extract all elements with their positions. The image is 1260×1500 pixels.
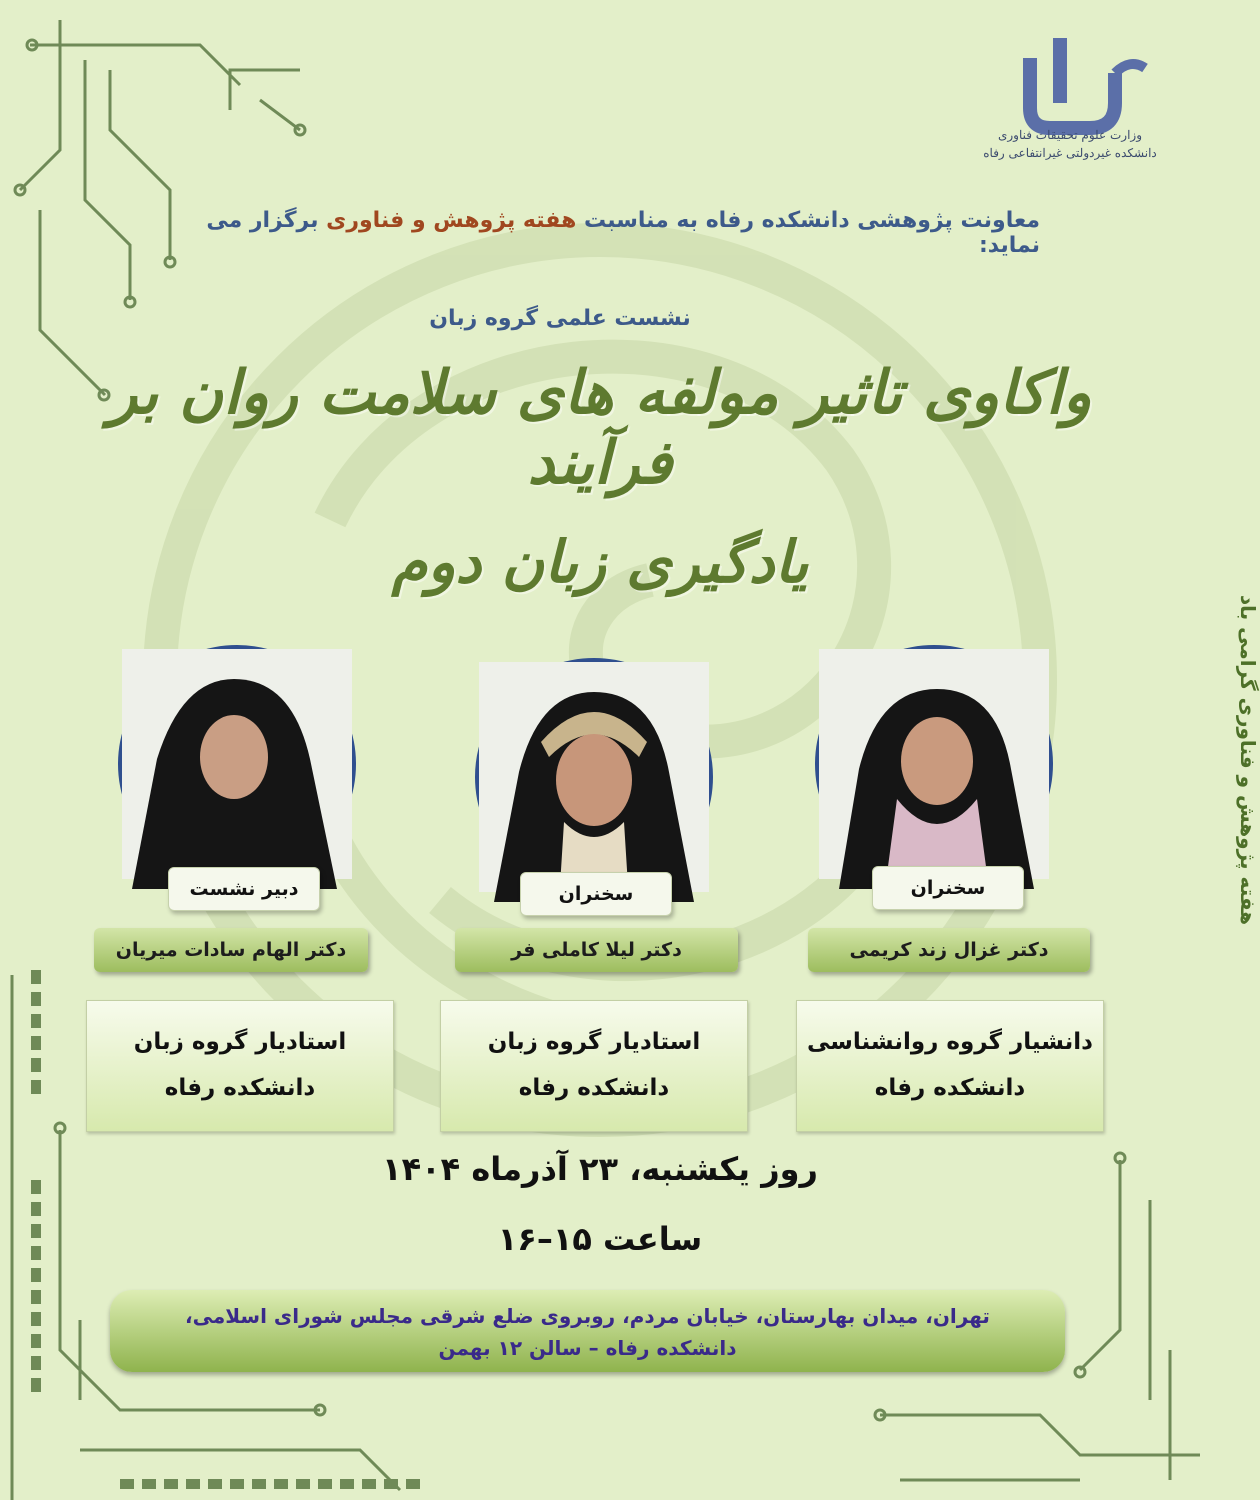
speaker-affiliation-center: دانشکده رفاه bbox=[518, 1075, 670, 1101]
session-subtitle: نشست علمی گروه زبان bbox=[429, 306, 691, 331]
event-date: روز یکشنبه، ۲۳ آذرماه ۱۴۰۴ bbox=[382, 1150, 818, 1188]
person-portrait-icon bbox=[122, 649, 352, 879]
speaker-info-right bbox=[796, 1000, 1104, 1132]
main-title-line-1: واکاوی تاثیر مولفه های سلامت روان بر فرآیند bbox=[108, 358, 1092, 498]
logo-caption bbox=[975, 126, 1165, 162]
speaker-name-right: دکتر غزال زند کریمی bbox=[808, 928, 1090, 972]
intro-part-2: برگزار می نماید: bbox=[206, 208, 1040, 258]
event-time: ساعت ۱۵–۱۶ bbox=[497, 1220, 703, 1258]
speaker-affiliation-right: دانشکده رفاه bbox=[874, 1075, 1026, 1101]
speaker-position-center: استادیار گروه زبان bbox=[487, 1029, 701, 1055]
speaker-photo-center bbox=[475, 658, 713, 896]
intro-line bbox=[160, 208, 1040, 258]
moderator-name: دکتر الهام سادات میریان bbox=[94, 928, 368, 972]
role-label-left: دبیر نشست bbox=[168, 867, 320, 911]
person-portrait-icon bbox=[479, 662, 709, 892]
speaker-name-center: دکتر لیلا کاملی فر bbox=[455, 928, 738, 972]
moderator-position: استادیار گروه زبان bbox=[133, 1029, 347, 1055]
person-portrait-icon bbox=[819, 649, 1049, 879]
role-label-center: سخنران bbox=[520, 872, 672, 916]
moderator-info bbox=[86, 1000, 394, 1132]
role-label-right: سخنران bbox=[872, 866, 1024, 910]
university-logo-icon bbox=[990, 18, 1150, 188]
intro-highlight: هفته پژوهش و فناوری bbox=[326, 208, 577, 233]
moderator-photo bbox=[118, 645, 356, 883]
event-address bbox=[110, 1290, 1065, 1372]
logo-line-college: دانشکده غیردولتی غیرانتفاعی رفاه bbox=[983, 146, 1157, 160]
speaker-info-center bbox=[440, 1000, 748, 1132]
speaker-position-right: دانشیار گروه روانشناسی bbox=[807, 1029, 1093, 1055]
moderator-affiliation: دانشکده رفاه bbox=[164, 1075, 316, 1101]
speaker-photo-right bbox=[815, 645, 1053, 883]
main-title-line-2: یادگیری زبان دوم bbox=[391, 528, 809, 596]
side-greeting: هفته پژوهش و فناوری گرامی باد bbox=[1236, 594, 1260, 926]
intro-part-1: معاونت پژوهشی دانشکده رفاه به مناسبت bbox=[576, 208, 1040, 233]
logo-line-ministry: وزارت علوم تحقیقات فناوری bbox=[997, 128, 1143, 142]
address-line-2: دانشکده رفاه – سالن ۱۲ بهمن bbox=[438, 1336, 737, 1360]
address-line-1: تهران، میدان بهارستان، خیابان مردم، روبروی ضلع شرقی مجلس شورای اسلامی، bbox=[185, 1304, 990, 1328]
